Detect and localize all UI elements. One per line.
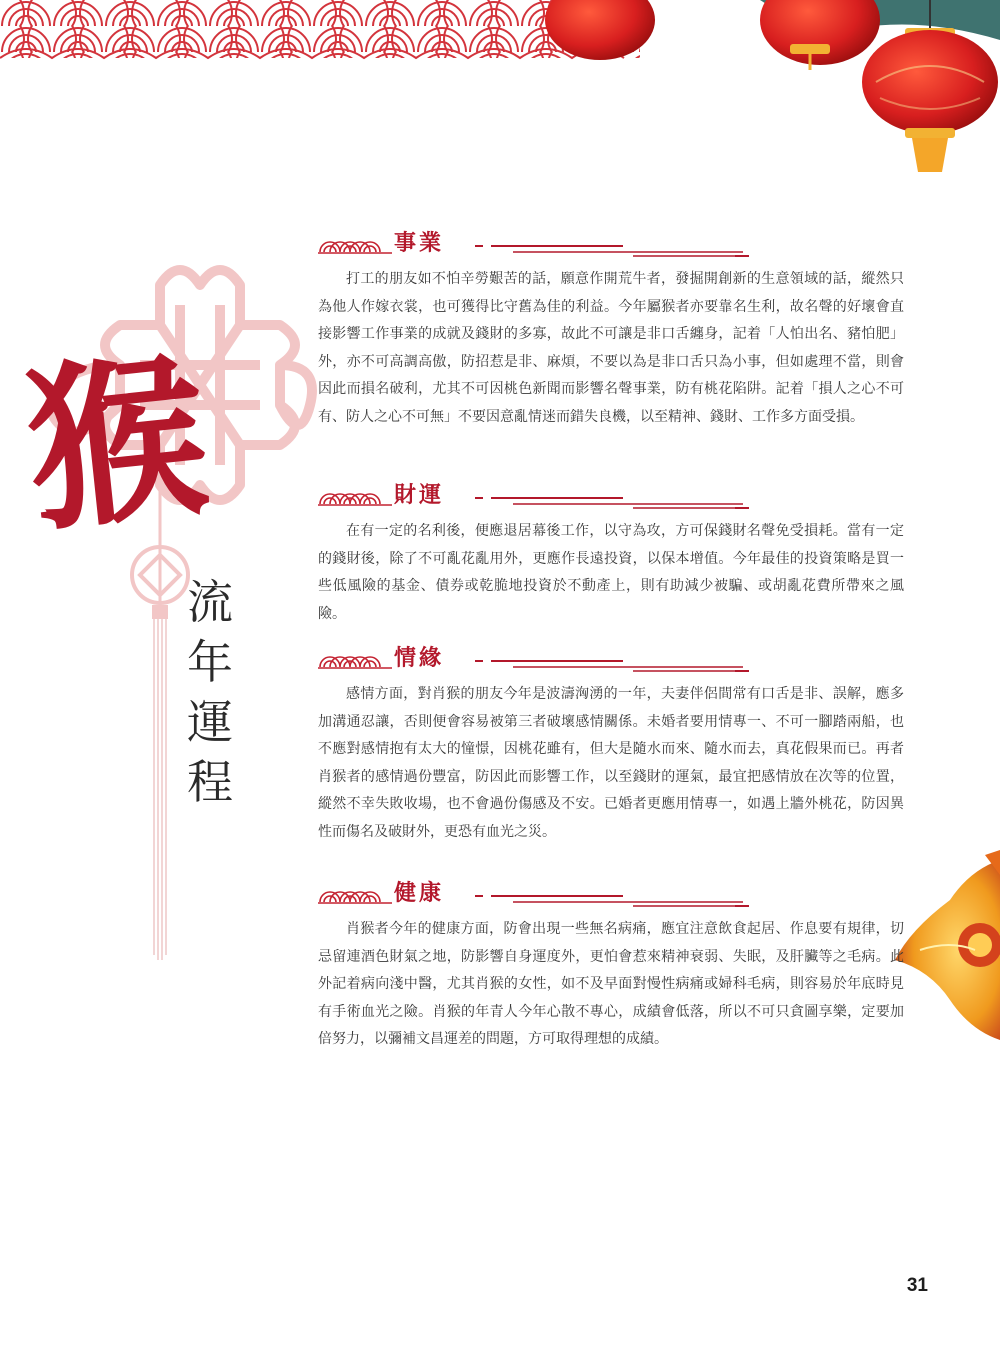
- section-title: 事業: [394, 230, 445, 256]
- golden-carp-icon: [890, 850, 1000, 1040]
- section-romance: [318, 645, 904, 847]
- lantern-icon-middle: [760, 0, 880, 70]
- section-title: 健康: [394, 880, 445, 906]
- wave-pattern-icon: [318, 884, 392, 904]
- zodiac-title: 猴: [17, 330, 213, 557]
- section-body: 肖猴者今年的健康方面，防會出現一些無名病痛，應宜注意飲食起居、作息要有規律，切忌留連酒色財氣之地，防影響自身運度外，更怕會惹來精神衰弱、失眠，及肝臟等之毛病。此外記着病向淺中醫，尤其肖猴的女性，如不及早面對慢性病痛或婦科毛病，則容易於年底時見有手術血光之險。肖猴的年青人今年心散不專心，成績會低落，所以不可只貪圖享樂，定要加倍努力，以彌補文昌運差的問題，方可取得理想的成績。: [318, 921, 904, 1048]
- divider-rule: [473, 884, 903, 908]
- section-wealth: [318, 482, 904, 628]
- wave-pattern-icon: [318, 234, 392, 254]
- subtitle-char: 年: [187, 635, 233, 689]
- subtitle-char: 運: [187, 695, 233, 749]
- section-body: 打工的朋友如不怕辛勞艱苦的話，願意作開荒牛者，發掘開創新的生意領域的話，縱然只為他人作嫁衣裳，也可獲得比守舊為佳的利益。今年屬猴者亦要靠名生利，故名聲的好壞會直接影響工作事業的成就及錢財的多寡，故此不可讓是非口舌纏身，記着「人怕出名、豬怕肥」外，亦不可高調高傲，防招惹是非、麻煩，不要以為是非口舌只為小事，但如處理不當，則會因此而損名破利，尤其不可因桃色新聞而影響名聲事業，防有桃花陷阱。記着「損人之心不可有、防人之心不可無」不要因意亂情迷而錯失良機，以至精神、錢財、工作多方面受損。: [318, 271, 904, 425]
- subtitle-char: 程: [187, 755, 233, 809]
- section-title: 財運: [394, 482, 445, 508]
- section-header: [318, 230, 904, 260]
- section-health: [318, 880, 904, 1054]
- subtitle-char: 流: [187, 575, 233, 629]
- wave-pattern-icon: [318, 486, 392, 506]
- wave-pattern-icon: [318, 649, 392, 669]
- section-title: 情緣: [394, 645, 445, 671]
- divider-rule: [473, 486, 903, 510]
- section-header: [318, 482, 904, 512]
- section-body: 在有一定的名利後，便應退居幕後工作，以守為攻，方可保錢財名聲免受損耗。當有一定的錢財後，除了不可亂花亂用外，更應作長遠投資，以保本增值。今年最佳的投資策略是買一些低風險的基金、債券或乾脆地投資於不動產上，則有助減少被騙、或胡亂花費所帶來之風險。: [318, 523, 904, 622]
- section-header: [318, 880, 904, 910]
- section-body: 感情方面，對肖猴的朋友今年是波濤洶湧的一年，夫妻伴侶間常有口舌是非、誤解，應多加溝通忍讓，否則便會容易被第三者破壞感情關係。未婚者要用情專一、不可一腳踏兩船，也不應對感情抱有太大的憧憬，因桃花雖有，但大是隨水而來、隨水而去，真花假果而已。再者肖猴者的感情過份豐富，防因此而影響工作，以至錢財的運氣，最宜把感情放在次等的位置，縱然不幸失敗收場，也不會過份傷感及不安。已婚者更應用情專一，如遇上牆外桃花，防因異性而傷名及破財外，更恐有血光之災。: [318, 686, 904, 840]
- page-number: 31: [906, 1275, 928, 1296]
- top-wave-pattern-icon: [0, 0, 1000, 190]
- divider-rule: [473, 234, 903, 258]
- fortune-subtitle: [180, 572, 240, 812]
- section-career: [318, 230, 904, 432]
- divider-rule: [473, 649, 903, 673]
- section-header: [318, 645, 904, 675]
